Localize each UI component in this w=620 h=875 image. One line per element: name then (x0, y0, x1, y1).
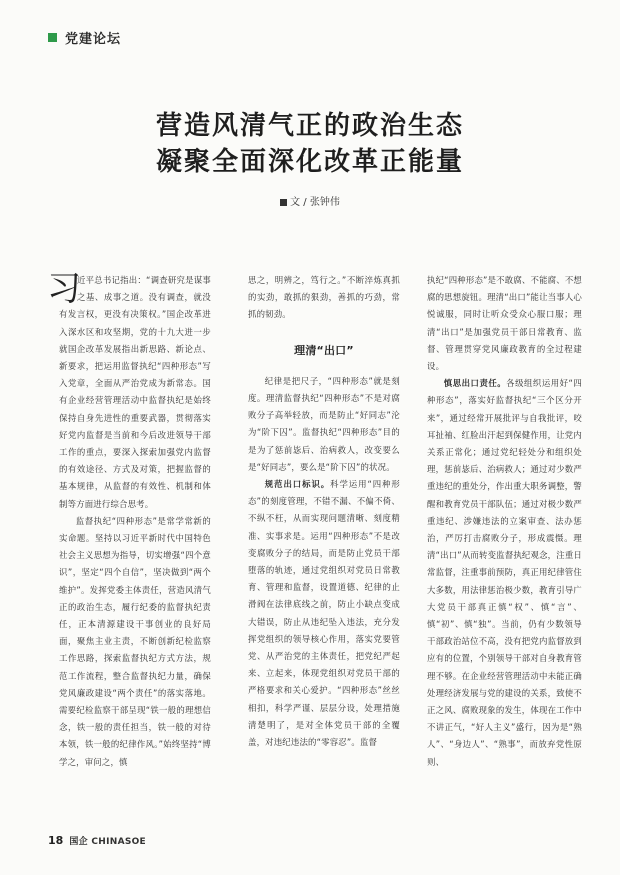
paragraph-lead: 规范出口标识。 (264, 479, 331, 490)
paragraph (427, 375, 582, 771)
subheading: 理清“出口” (294, 343, 354, 357)
column-1 (47, 269, 211, 771)
paragraph: 纪律是把尺子，“四种形态”就是刻度。理清监督执纪“四种形态”不是对腐败分子高举轻放，而是防止“好同志”沦为“阶下囚”。监督执纪“四种形态”目的是为了惩前毖后、治病救人，改变要么是“好同志”，要么是“阶下囚”的状况。 (248, 375, 400, 472)
title-line-1: 营造风清气正的政治生态 (155, 111, 464, 141)
byline-square-icon (280, 199, 287, 206)
drop-cap: 习 (47, 269, 82, 309)
paragraph: 执纪“四种形态”是不敢腐、不能腐、不想腐的思想旋钮。理清“出口”能让当事人心悦诚服，同时让听众受众心服口服；理清“出口”是加强党员干部日常教育、监督、管理贯穿党风廉政教育的全过程建设。 (427, 275, 582, 372)
column-3 (427, 272, 582, 771)
title-line-2: 凝聚全面深化改革正能量 (155, 147, 464, 177)
page-footer (48, 834, 146, 847)
paragraph-lead: 慎思出口责任。 (443, 378, 507, 389)
paragraph-text: 近平总书记指出：“调查研究是谋事之基、成事之道。没有调查，就没有发言权，更没有决策权。”国企改革进入深水区和攻坚期，党的十九大进一步就国企改革发展指出新思路、新论点、新要求，把运用监督执纪“四种形态”写入党章，全面从严治党成为新常态。国有企业经营管理活动中监督执纪是始终保持自身先进性的重要武器，贯彻落实好党内监督是当前和今后改进领导干部工作的重点，要深入探索加强党内监督的有效途径、方式及对策，把握监督的基本规律，从监督的有效性、机制和体制等方面进行综合思考。 (59, 275, 211, 509)
byline-text: 文 / 张钟伟 (290, 197, 340, 208)
column-2 (248, 272, 400, 751)
paragraph-text: 各级组织运用好“四种形态”，落实好监督执纪“三个区分开来”，通过经常开展批评与自我批评，咬耳扯袖、红脸出汗起到保健作用，让党内关系正常化；通过党纪轻处分和组织处理，惩前毖后、治病救人；通过对少数严重违纪的重处分，作出重大职务调整，警醒和教育党员干部队伍；通过对极少数严重违纪、涉嫌违法的立案审查、法办惩治，严厉打击腐败分子，形成震慑。理清“出口”从而转变监督执纪观念，注重日常监督，注重事前预防，真正用纪律管住大多数，用法律惩治极少数，教育引导广大党员干部真正慎“权”、慎“言”、慎“初”、慎“独”。当前，仍有少数领导干部政治站位不高，没有把党内监督放到应有的位置，个别领导干部对自身教育管理不够。在企业经营管理活动中未能正确处理经济发展与党的建设的关系，致使不正之风、腐败现象的发生，体现在工作中不讲正气，“好人主义”盛行，因为是“熟人”、“身边人”、“熟事”，而放弃党性原则、 (427, 378, 582, 767)
paragraph (47, 269, 211, 513)
section-header (48, 28, 121, 46)
paragraph-text: 科学运用“四种形态”的刻度管理，不错不漏、不偏不倚、不纵不枉，从而实现问题清晰、刻度精准、实事求是。运用“四种形态”不是改变腐败分子的结局，而是防止党员干部堕落的轨迹，通过党组织对党员日常教育、管理和监督，设置道德、纪律的止滑阀在法律底线之前，防止小缺点变成大错误，防止从违纪坠入违法，充分发挥党组织的领导核心作用，落实党要管党、从严治党的主体责任，把党纪严起来、立起来，体现党组织对党员干部的严格要求和关心爱护。“四种形态”丝丝相扣，科学严谨、层层分设，处理措施清楚明了，是对全体党员干部的全覆盖，对违纪违法的“零容忍”。监督 (248, 479, 400, 748)
byline (0, 193, 620, 208)
paragraph (248, 476, 400, 751)
section-label: 党建论坛 (65, 31, 122, 47)
page-number: 18 (48, 834, 64, 847)
section-square-icon (48, 33, 57, 42)
paragraph: 思之，明辨之，笃行之。”不断淬炼真抓的实劲，敢抓的狠劲，善抓的巧劲，常抓的韧劲。 (248, 275, 400, 320)
magazine-name: 国企 CHINASOE (69, 837, 147, 847)
paragraph: 监督执纪“四种形态”是常学常新的实命题。坚持以习近平新时代中国特色社会主义思想为指导，切实增强“四个意识”，坚定“四个自信”，坚决做到“两个维护”。发挥党委主体责任，营造风清气正的政治生态，履行纪委的监督执纪责任，正本清源建设干事创业的良好局面，聚焦主业主责，不断创新纪检监察工作思路，探索监督执纪方式方法，规范工作流程，整合监督执纪力量，确保党风廉政建设“两个责任”的落实落地。需要纪检监察干部呈现“铁一般的理想信念，铁一般的责任担当，铁一般的对待本领，铁一般的纪律作风。”始终坚持“博学之，审问之，慎 (59, 515, 211, 767)
article-title (0, 108, 620, 180)
